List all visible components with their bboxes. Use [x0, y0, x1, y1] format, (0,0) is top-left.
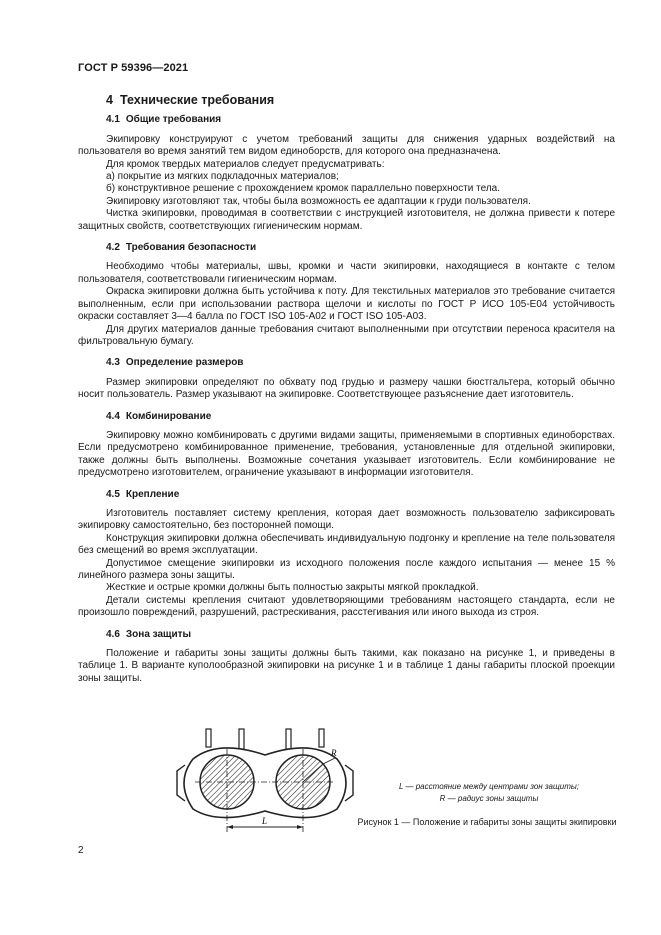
figure-legend	[363, 781, 615, 805]
figure-1	[78, 727, 615, 852]
paragraph: Чистка экипировки, проводимая в соответствии с инструкцией изготовителя, не должна привести к потере защитных свойств, соответствующих гигиеническим нормам.	[78, 208, 615, 232]
subsection-number: 4.3	[106, 357, 120, 369]
subsection-heading	[106, 357, 615, 369]
subsection-heading	[106, 489, 615, 501]
subsection-number: 4.6	[106, 628, 120, 640]
paragraph: Конструкция экипировки должна обеспечивать индивидуальную подгонку и крепление на теле пользователя без смещений во время эксплуатации.	[78, 532, 615, 557]
legend-line-L: L — расстояние между центрами зон защиты;	[398, 782, 580, 791]
subsection-title: Зона защиты	[125, 628, 192, 640]
paragraph: Окраска экипировки должна быть устойчива к поту. Для текстильных материалов это требование считается выполненным, если при использовании раствора щелочи и кислоты по ГОСТ Р ИСО 105-Е04 устойчивость окраски составляет 3—4 балла по ГОСТ ISO 105-A02 и ГОСТ ISO 105-A03.	[78, 286, 615, 323]
subsection-number: 4.1	[106, 114, 120, 126]
paragraph: Изготовитель поставляет систему крепления, которая дает возможность пользователю зафиксировать экипировку самостоятельно, без посторонней помощи.	[78, 507, 615, 532]
subsection-number: 4.4	[106, 410, 120, 422]
paragraph: Для кромок твердых материалов следует предусматривать:	[106, 158, 385, 170]
standard-header: ГОСТ Р 59396—2021	[78, 62, 189, 74]
list-item: а) покрытие из мягких подкладочных материалов;	[106, 171, 339, 183]
figure-caption: Рисунок 1 — Положение и габариты зоны защиты экипировки	[357, 817, 617, 827]
subsection-heading	[106, 114, 615, 126]
paragraph: Жесткие и острые кромки должны быть полностью закрыты мягкой прокладкой.	[106, 582, 479, 594]
subsection-title: Общие требования	[125, 114, 222, 126]
list-item: б) конструктивное решение с прохождением кромок параллельно поверхности тела.	[106, 183, 501, 195]
subsection-title: Требования безопасности	[125, 242, 257, 254]
document-body	[78, 90, 615, 685]
subsection-title: Определение размеров	[125, 357, 244, 369]
paragraph: Допустимое смещение экипировки из исходного положения после каждого испытания — менее 15 % линейного размера зоны защиты.	[78, 557, 615, 581]
paragraph: Детали системы крепления считают удовлетворяющими требованиям настоящего стандарта, если не произошло повреждений, разрушений, растрескивания, расстегивания или иного выхода из строя.	[78, 594, 615, 619]
legend-line-R: R — радиус зоны защиты	[439, 794, 539, 803]
paragraph: Экипировку можно комбинировать с другими видами защиты, применяемыми в спортивных единоборствах. Если предусмотрено комбинированное применение, требования, установленные для отдельной экипировки, также должны быть выполнены. Возможные сочетания указывает изготовитель. Если комбинирование не предусмотрено изготовителем, ограничение указывают в информации изготовителя.	[78, 429, 615, 479]
subsection-number: 4.2	[106, 242, 120, 254]
subsection-heading	[106, 411, 615, 423]
paragraph: Размер экипировки определяют по обхвату под грудью и размеру чашки бюстгальтера, который обычно носит пользователь. Размер указывают на экипировке. Соответствующее разъяснение дает изготовитель.	[78, 376, 615, 401]
section-heading	[106, 94, 615, 106]
protection-zone-diagram	[173, 727, 373, 839]
strap-tabs	[206, 729, 324, 749]
subsection-number: 4.5	[106, 488, 120, 500]
section-number: 4	[106, 93, 113, 107]
subsection-heading	[106, 629, 615, 641]
paragraph: Для других материалов данные требования считают выполненными при отсутствии переноса красителя на фильтровальную бумагу.	[78, 323, 615, 347]
paragraph: Экипировку конструируют с учетом требований защиты для снижения ударных воздействий на пользователя во время занятий тем видом единоборств, для которого она предназначена.	[78, 133, 615, 158]
paragraph: Положение и габариты зоны защиты должны быть такими, как показано на рисунке 1, и приведены в таблице 1. В варианте куполообразной экипировки на рисунке 1 и в таблице 1 даны габариты плоской проекции зоны защиты.	[78, 648, 615, 684]
radius-label: R	[331, 748, 337, 758]
page-number: 2	[78, 845, 84, 856]
subsection-title: Крепление	[125, 488, 180, 500]
paragraph: Экипировку изготовляют так, чтобы была возможность ее адаптации к груди пользователя.	[106, 195, 531, 207]
section-title: Технические требования	[119, 93, 275, 107]
subsection-title: Комбинирование	[125, 410, 212, 422]
paragraph: Необходимо чтобы материалы, швы, кромки и части экипировки, находящиеся в контакте с телом пользователя, соответствовали гигиеническим нормам.	[78, 261, 615, 285]
subsection-heading	[106, 242, 615, 254]
distance-label: L	[262, 816, 268, 826]
